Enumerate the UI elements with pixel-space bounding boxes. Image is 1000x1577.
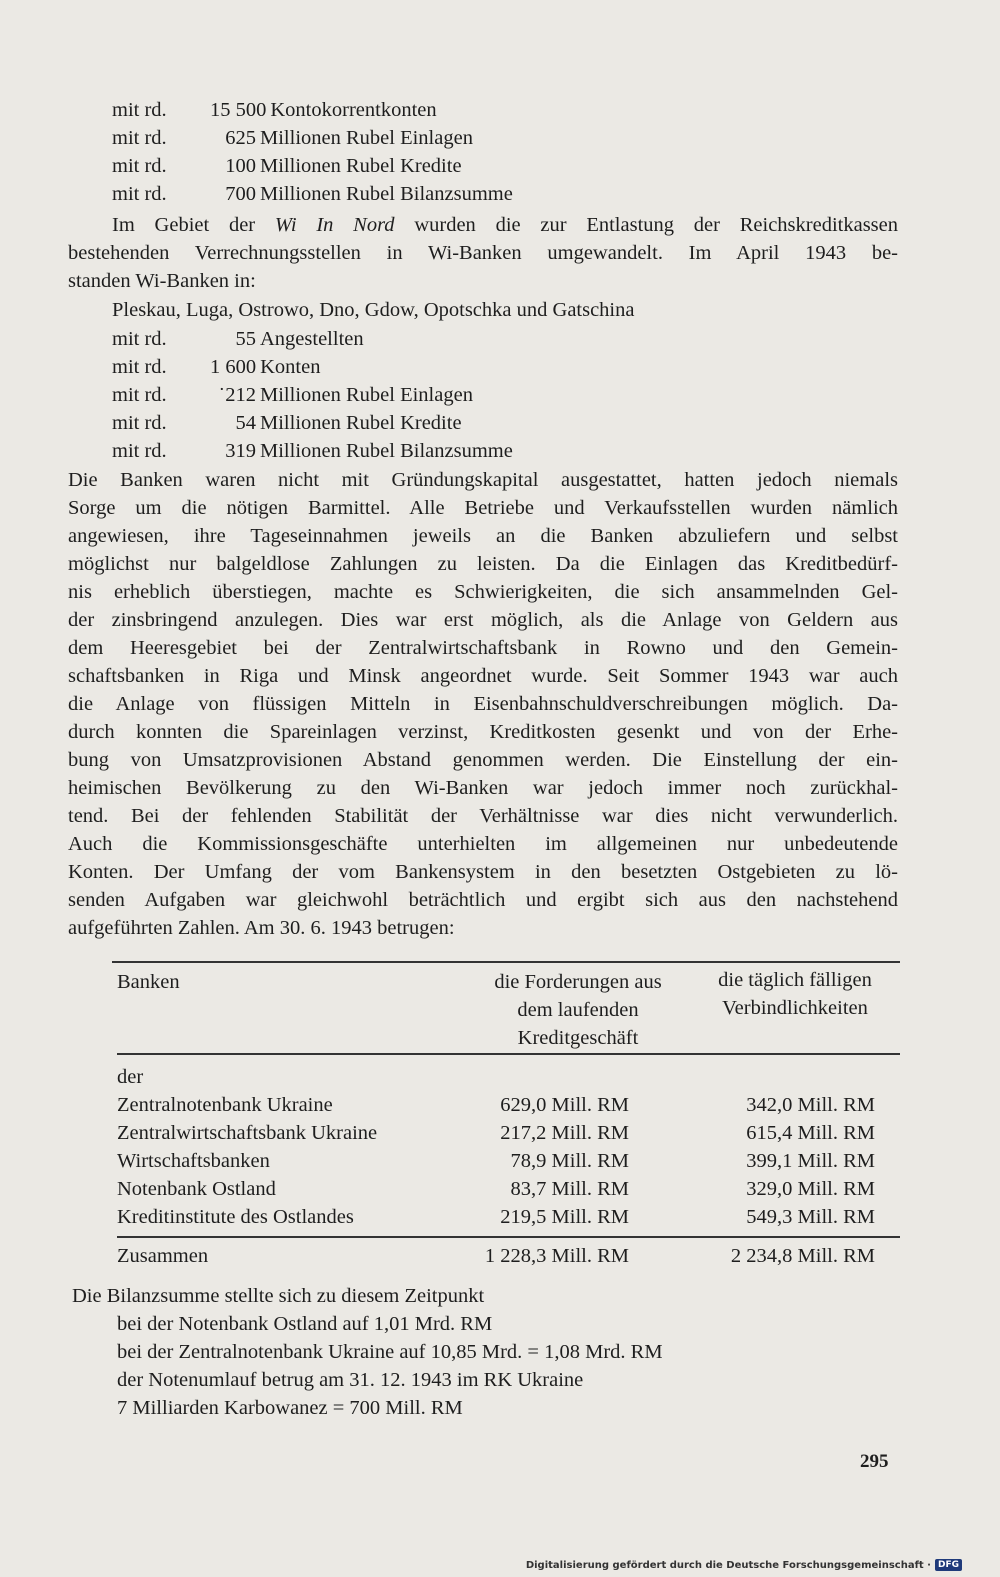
paragraph-line: aufgeführten Zahlen. Am 30. 6. 1943 betrugen: bbox=[68, 917, 455, 939]
table-row: Wirtschaftsbanken 78,9 Mill. RM 399,1 Mill. RM bbox=[117, 1150, 875, 1172]
paragraph-line: nis erheblich überstiegen, machte es Schwierigkeiten, die sich ansammelnden Gel- bbox=[68, 581, 898, 603]
list-item: mit rd. ˙212 Millionen Rubel Einlagen bbox=[112, 384, 473, 406]
table-header-forderungen: die Forderungen aus dem laufenden Kreditgeschäft bbox=[494, 971, 662, 1049]
closing-line: 7 Milliarden Karbowanez = 700 Mill. RM bbox=[117, 1397, 463, 1419]
footer-text: Digitalisierung gefördert durch die Deutsche Forschungsgemeinschaft · bbox=[525, 1559, 931, 1571]
closing-line: der Notenumlauf betrug am 31. 12. 1943 im RK Ukraine bbox=[117, 1369, 584, 1391]
paragraph-line: möglichst nur balgeldlose Zahlungen zu leisten. Da die Einlagen das Kreditbedürf- bbox=[68, 553, 898, 575]
paragraph-line: dem Heeresgebiet bei der Zentralwirtschaftsbank in Rowno und den Gemein- bbox=[68, 637, 898, 659]
paragraph-line: durch konnten die Spareinlagen verzinst, Kreditkosten gesenkt und von der Erhe- bbox=[68, 721, 898, 743]
paragraph-line: senden Aufgaben war gleichwohl beträchtlich und ergibt sich aus den nachstehend bbox=[68, 889, 898, 911]
paragraph-line: bung von Umsatzprovisionen Abstand genommen werden. Die Einstellung der ein- bbox=[68, 749, 898, 771]
place-list: Pleskau, Luga, Ostrowo, Dno, Gdow, Opotschka und Gatschina bbox=[112, 299, 635, 321]
closing-line: Die Bilanzsumme stellte sich zu diesem Zeitpunkt bbox=[72, 1285, 485, 1307]
paragraph-line: Im Gebiet der Wi In Nord wurden die zur Entlastung der Reichskreditkassen bbox=[112, 214, 898, 236]
list-item: mit rd. 700 Millionen Rubel Bilanzsumme bbox=[112, 183, 513, 205]
table-row: Notenbank Ostland 83,7 Mill. RM 329,0 Mill. RM bbox=[117, 1178, 875, 1200]
list-item: mit rd. 625 Millionen Rubel Einlagen bbox=[112, 127, 473, 149]
closing-line: bei der Zentralnotenbank Ukraine auf 10,85 Mrd. = 1,08 Mrd. RM bbox=[117, 1341, 663, 1363]
page-number: 295 bbox=[860, 1451, 889, 1472]
paragraph-line: angewiesen, ihre Tageseinnahmen jeweils an die Banken abzuliefern und selbst bbox=[68, 525, 898, 547]
paragraph-line: Die Banken waren nicht mit Gründungskapital ausgestattet, hatten jedoch niemals bbox=[68, 469, 898, 491]
table-header-verbindlichkeiten: die täglich fälligen Verbindlichkeiten bbox=[718, 969, 872, 1019]
table-row: Kreditinstitute des Ostlandes 219,5 Mill. RM 549,3 Mill. RM bbox=[117, 1206, 875, 1228]
list-item: mit rd. 319 Millionen Rubel Bilanzsumme bbox=[112, 440, 513, 462]
table-total-rule bbox=[117, 1236, 900, 1238]
closing-line: bei der Notenbank Ostland auf 1,01 Mrd. RM bbox=[117, 1313, 493, 1335]
paragraph-line: bestehenden Verrechnungsstellen in Wi-Banken umgewandelt. Im April 1943 be- bbox=[68, 242, 898, 264]
table-top-rule bbox=[112, 961, 900, 963]
paragraph-line: schaftsbanken in Riga und Minsk angeordnet wurde. Seit Sommer 1943 war auch bbox=[68, 665, 898, 687]
list-item: mit rd. 55 Angestellten bbox=[112, 328, 364, 350]
paragraph-line: Sorge um die nötigen Barmittel. Alle Betriebe und Verkaufsstellen wurden nämlich bbox=[68, 497, 898, 519]
table-header-rule bbox=[117, 1053, 900, 1055]
dfg-logo-icon: DFG bbox=[935, 1559, 962, 1571]
list-item: mit rd. 15 500 Kontokorrentkonten bbox=[112, 99, 437, 121]
table-total-row: Zusammen 1 228,3 Mill. RM 2 234,8 Mill. RM bbox=[117, 1245, 875, 1267]
paragraph-line: heimischen Bevölkerung zu den Wi-Banken war jedoch immer noch zurückhal- bbox=[68, 777, 898, 799]
paragraph-line: Konten. Der Umfang der vom Bankensystem in den besetzten Ostgebieten zu lö- bbox=[68, 861, 898, 883]
paragraph-line: der zinsbringend anzulegen. Dies war erst möglich, als die Anlage von Geldern aus bbox=[68, 609, 898, 631]
paragraph-line: die Anlage von flüssigen Mitteln in Eisenbahnschuldverschreibungen möglich. Da- bbox=[68, 693, 898, 715]
table-row: Zentralnotenbank Ukraine 629,0 Mill. RM 342,0 Mill. RM bbox=[117, 1094, 875, 1116]
list-item: mit rd. 54 Millionen Rubel Kredite bbox=[112, 412, 462, 434]
table-row: Zentralwirtschaftsbank Ukraine 217,2 Mill. RM 615,4 Mill. RM bbox=[117, 1122, 875, 1144]
list-item: mit rd. 1 600 Konten bbox=[112, 356, 321, 378]
paragraph-line: tend. Bei der fehlenden Stabilität der Verhältnisse war dies nicht verwunderlich. bbox=[68, 805, 898, 827]
list-item: mit rd. 100 Millionen Rubel Kredite bbox=[112, 155, 462, 177]
paragraph-line: Auch die Kommissionsgeschäfte unterhielten im allgemeinen nur unbedeutende bbox=[68, 833, 898, 855]
table-header-banken: Banken bbox=[117, 971, 180, 993]
paragraph-line: standen Wi-Banken in: bbox=[68, 270, 256, 292]
footer-credit bbox=[526, 1559, 962, 1571]
table-group-label: der bbox=[117, 1066, 144, 1088]
